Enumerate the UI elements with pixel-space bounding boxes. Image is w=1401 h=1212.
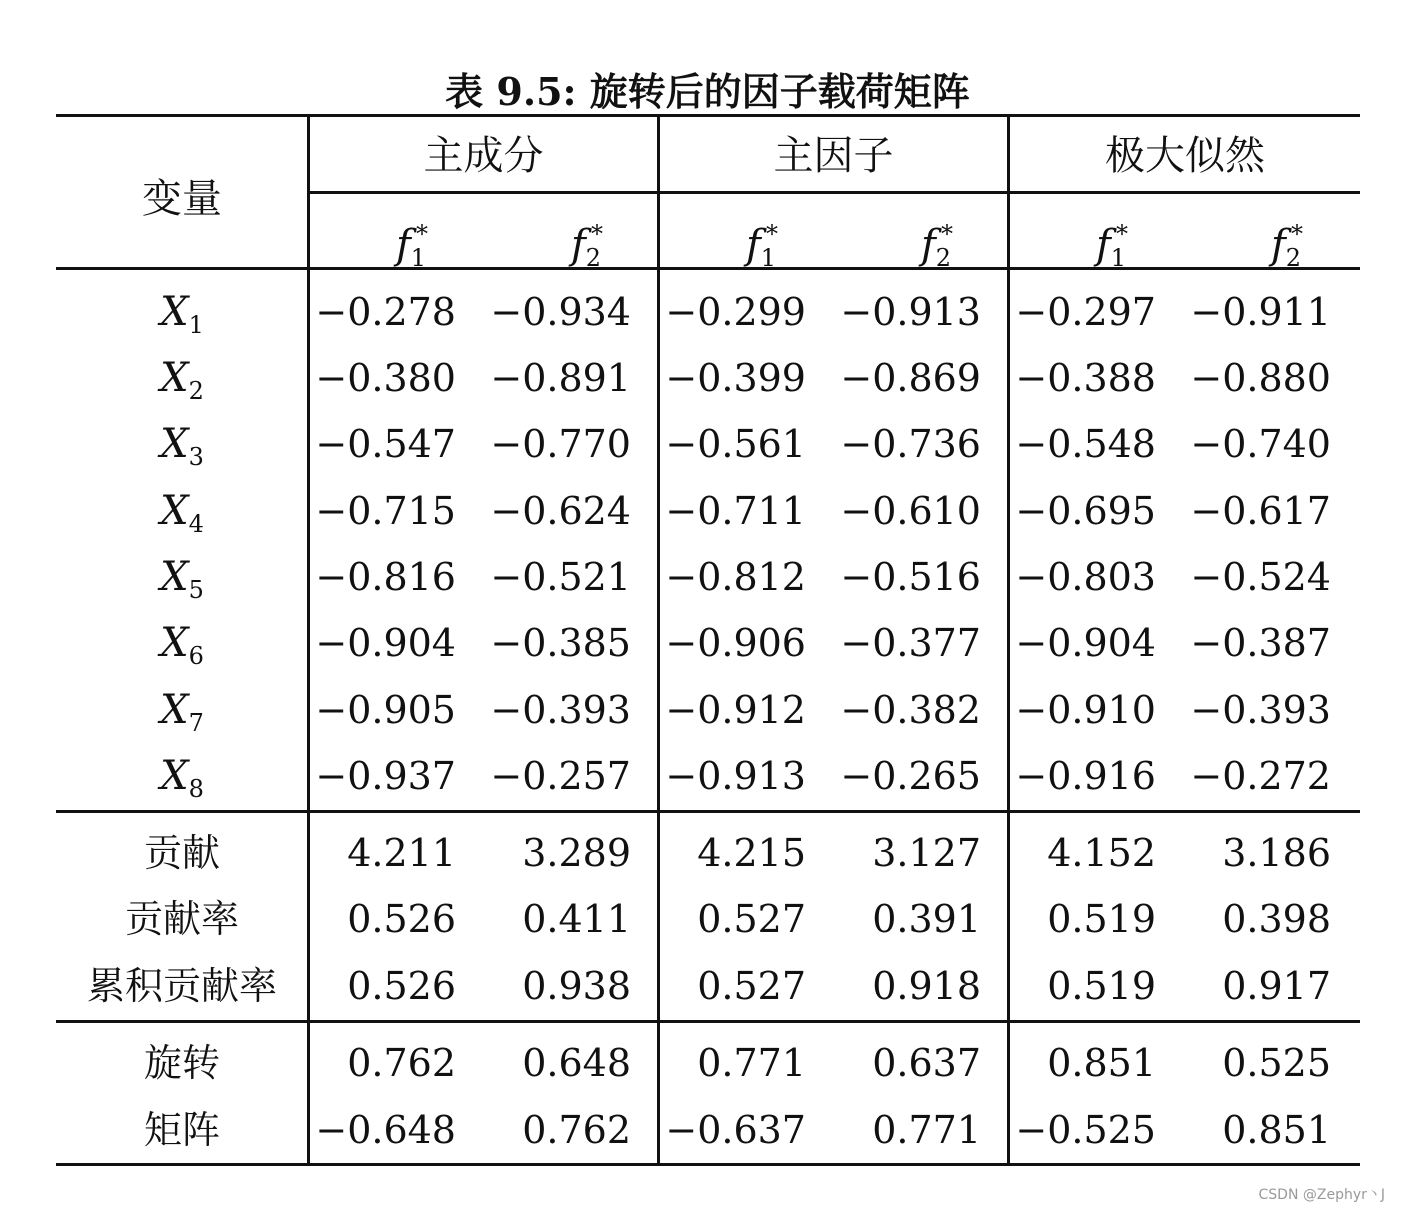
factor-header: $f_1^*$: [745, 220, 779, 272]
table-cell: −0.257: [490, 754, 631, 798]
table-cell: −0.648: [315, 1108, 456, 1152]
row-label: 旋转: [143, 1041, 220, 1085]
table-cell: −0.380: [315, 356, 456, 400]
table-cell: −0.385: [490, 621, 631, 665]
row-label: $X_7$: [160, 687, 204, 737]
table-cell: −0.812: [665, 555, 806, 599]
table-cell: −0.880: [1190, 356, 1331, 400]
table-cell: −0.399: [665, 356, 806, 400]
table-cell: −0.803: [1015, 555, 1156, 599]
factor-header: $f_2^*$: [1270, 220, 1304, 272]
table-cell: −0.299: [665, 290, 806, 334]
table-cell: −0.770: [490, 422, 631, 466]
caption-number: 9.5:: [496, 69, 577, 114]
table-cell: 0.938: [522, 964, 631, 1008]
table-cell: −0.547: [315, 422, 456, 466]
table-cell: 0.525: [1222, 1041, 1331, 1085]
table-cell: −0.869: [840, 356, 981, 400]
watermark: CSDN @Zephyr丶J: [1258, 1187, 1385, 1203]
table-cell: −0.912: [665, 688, 806, 732]
table-cell: −0.516: [840, 555, 981, 599]
bottom-rule: [56, 1163, 1360, 1166]
group-header-ml: 极大似然: [1105, 133, 1265, 179]
table-cell: −0.393: [1190, 688, 1331, 732]
table-cell: −0.910: [1015, 688, 1156, 732]
table-cell: −0.382: [840, 688, 981, 732]
row-label: $X_3$: [160, 421, 204, 471]
table-cell: −0.816: [315, 555, 456, 599]
table-cell: 4.215: [697, 831, 806, 875]
table-cell: −0.272: [1190, 754, 1331, 798]
table-cell: 0.411: [522, 897, 631, 941]
caption-text: 旋转后的因子载荷矩阵: [589, 70, 970, 114]
table-cell: −0.911: [1190, 290, 1331, 334]
table-cell: −0.906: [665, 621, 806, 665]
caption-prefix: 表: [445, 70, 484, 114]
table-cell: 4.211: [347, 831, 456, 875]
table-cell: −0.715: [315, 489, 456, 533]
table-cell: −0.905: [315, 688, 456, 732]
table-cell: 0.527: [697, 964, 806, 1008]
table-cell: 0.526: [347, 964, 456, 1008]
table-cell: −0.278: [315, 290, 456, 334]
table-cell: −0.387: [1190, 621, 1331, 665]
table-cell: −0.548: [1015, 422, 1156, 466]
row-label: $X_2$: [160, 355, 204, 405]
table-cell: 0.851: [1047, 1041, 1156, 1085]
table-cell: 0.771: [872, 1108, 981, 1152]
table-cell: −0.916: [1015, 754, 1156, 798]
factor-header: $f_1^*$: [1095, 220, 1129, 272]
table-cell: 0.771: [697, 1041, 806, 1085]
group-header-pc: 主成分: [423, 133, 544, 179]
table-cell: −0.904: [315, 621, 456, 665]
table-caption: [0, 66, 1401, 118]
table-cell: −0.736: [840, 422, 981, 466]
table-cell: −0.377: [840, 621, 981, 665]
table-cell: −0.388: [1015, 356, 1156, 400]
table-cell: −0.521: [490, 555, 631, 599]
table-cell: −0.913: [665, 754, 806, 798]
table-cell: 3.186: [1222, 831, 1331, 875]
table-cell: −0.265: [840, 754, 981, 798]
table-cell: −0.934: [490, 290, 631, 334]
header-bottom-rule: [56, 267, 1360, 270]
table-cell: −0.561: [665, 422, 806, 466]
table-cell: −0.524: [1190, 555, 1331, 599]
row-label: 贡献率: [124, 897, 239, 941]
table-cell: −0.393: [490, 688, 631, 732]
table-cell: 3.127: [872, 831, 981, 875]
table-cell: −0.913: [840, 290, 981, 334]
table-cell: 0.527: [697, 897, 806, 941]
table-cell: −0.297: [1015, 290, 1156, 334]
row-label: 贡献: [143, 831, 220, 875]
table-cell: 0.519: [1047, 897, 1156, 941]
group-sub-rule: [308, 191, 1360, 194]
table-cell: 0.391: [872, 897, 981, 941]
table-cell: −0.891: [490, 356, 631, 400]
table-cell: −0.617: [1190, 489, 1331, 533]
table-cell: 0.762: [522, 1108, 631, 1152]
variable-header: 变量: [142, 176, 222, 222]
row-label: $X_4$: [160, 488, 204, 538]
table-cell: 0.762: [347, 1041, 456, 1085]
table-cell: 0.526: [347, 897, 456, 941]
table-cell: −0.525: [1015, 1108, 1156, 1152]
table-cell: −0.711: [665, 489, 806, 533]
row-label: $X_5$: [160, 554, 204, 604]
summary-bottom-rule: [56, 1020, 1360, 1023]
table-cell: −0.610: [840, 489, 981, 533]
table-cell: 0.637: [872, 1041, 981, 1085]
table-cell: 0.851: [1222, 1108, 1331, 1152]
factor-header: $f_1^*$: [395, 220, 429, 272]
group-header-pf: 主因子: [773, 133, 894, 179]
table-cell: 0.918: [872, 964, 981, 1008]
table-cell: −0.937: [315, 754, 456, 798]
factor-header: $f_2^*$: [570, 220, 604, 272]
row-label: 累积贡献率: [86, 964, 277, 1008]
row-label: $X_8$: [160, 753, 204, 803]
table-cell: 0.648: [522, 1041, 631, 1085]
table-cell: 0.917: [1222, 964, 1331, 1008]
table-cell: −0.904: [1015, 621, 1156, 665]
table-cell: −0.624: [490, 489, 631, 533]
table-cell: 3.289: [522, 831, 631, 875]
table-cell: 4.152: [1047, 831, 1156, 875]
row-label: 矩阵: [143, 1108, 220, 1152]
factor-header: $f_2^*$: [920, 220, 954, 272]
top-rule: [56, 114, 1360, 117]
row-label: $X_1$: [160, 289, 204, 339]
table-cell: −0.637: [665, 1108, 806, 1152]
table-cell: −0.695: [1015, 489, 1156, 533]
table-cell: −0.740: [1190, 422, 1331, 466]
row-label: $X_6$: [160, 620, 204, 670]
table-cell: 0.398: [1222, 897, 1331, 941]
table-cell: 0.519: [1047, 964, 1156, 1008]
